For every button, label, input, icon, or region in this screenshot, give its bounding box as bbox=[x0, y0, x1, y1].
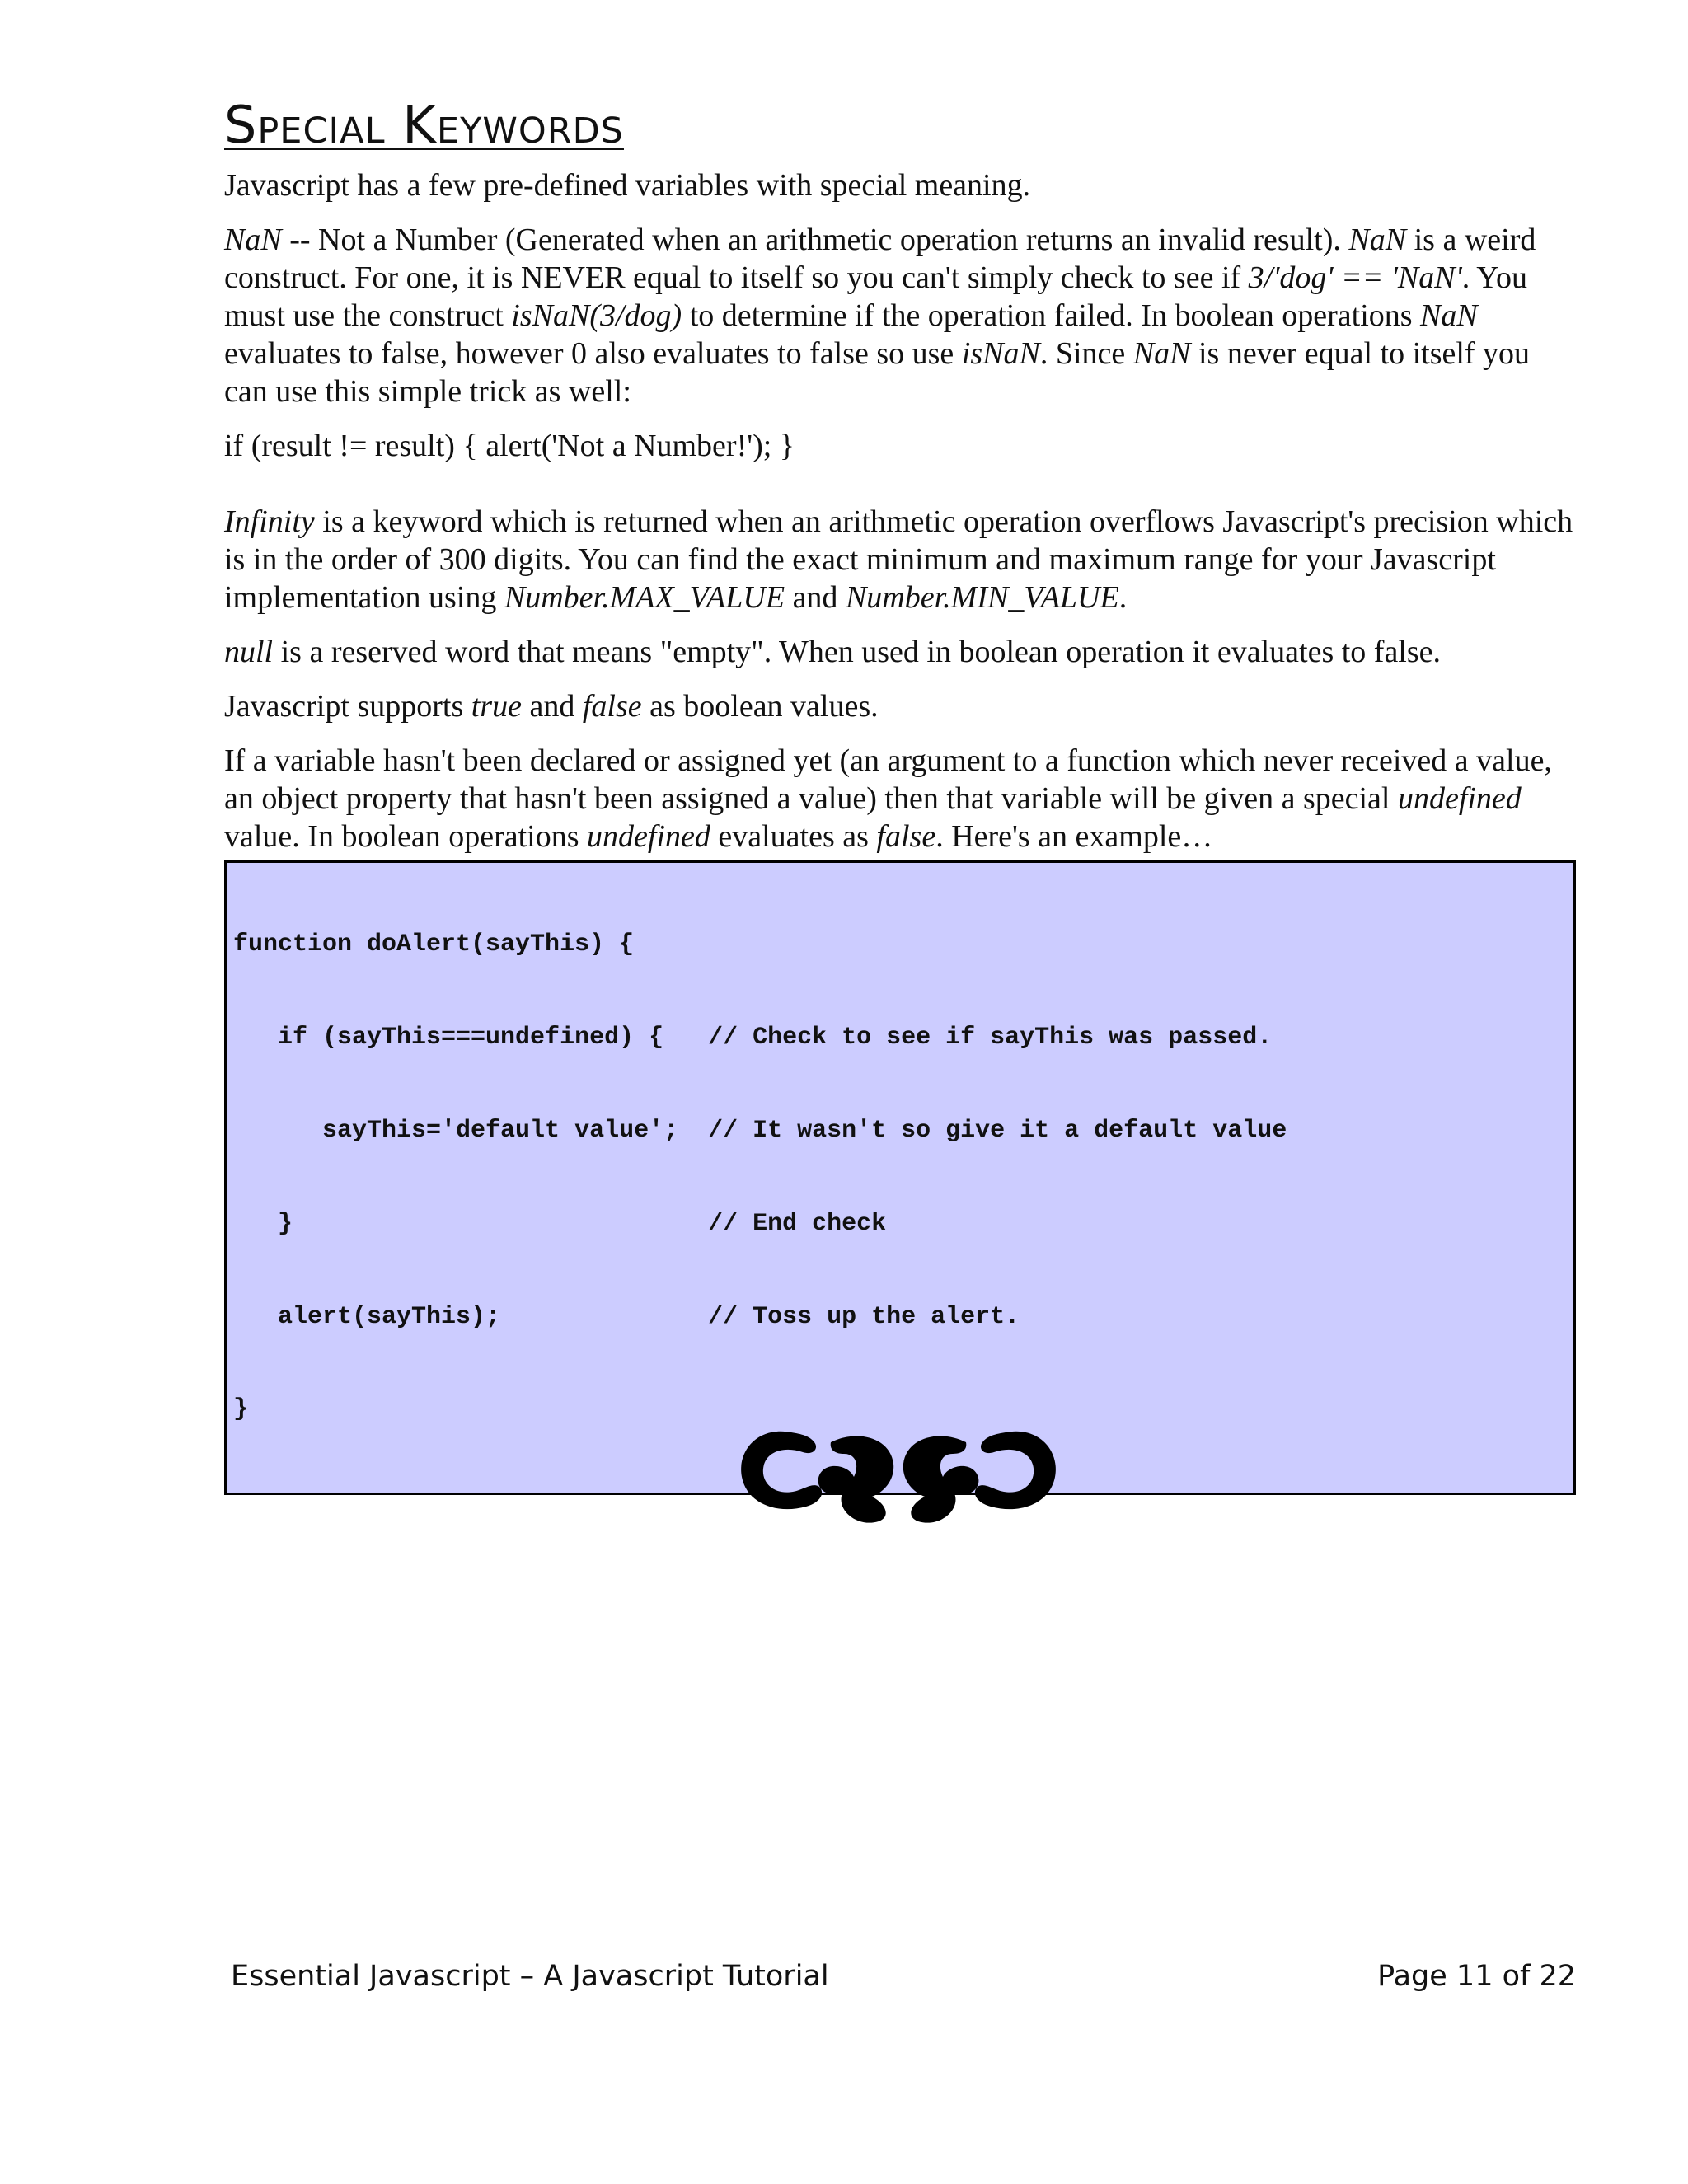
null-paragraph: null is a reserved word that means "empty". When used in boolean operation it evaluates to false. bbox=[224, 635, 1442, 670]
footer-title: Essential Javascript – A Javascript Tutorial bbox=[231, 1960, 829, 1993]
nan-paragraph: NaN -- Not a Number (Generated when an arithmetic operation returns an invalid result). NaN is a weird construct. For one, it is NEVER equal to itself so you can't simply check to see if 3/'dog' == 'NaN'. You must use the construct isNaN(3/dog) to determine if the operation failed. In boolean operations NaN evaluates to false, however 0 also evaluates to false so use isNaN. Since NaN is never equal to itself you can use this simple trick as well: bbox=[224, 223, 1536, 410]
infinity-paragraph: Infinity is a keyword which is returned when an arithmetic operation overflows Javascript's precision which is in the order of 300 digits. You can find the exact minimum and maximum range for your Javascript implementation using Number.MAX_VALUE and Number.MIN_VALUE. bbox=[224, 504, 1573, 616]
undefined-paragraph: If a variable hasn't been declared or assigned yet (an argument to a function which never received a value, an object property that hasn't been assigned a value) then that variable will be given a special undefined value. In boolean operations undefined evaluates as false. Here's an example… bbox=[224, 743, 1552, 855]
code-line: function doAlert(sayThis) { bbox=[233, 930, 635, 959]
document-page bbox=[224, 97, 1576, 1495]
code-example-block bbox=[224, 860, 1576, 1495]
code-line: } // End check bbox=[233, 1209, 887, 1238]
decorative-fleuron-icon bbox=[734, 1418, 1063, 1525]
footer-page-number: Page 11 of 22 bbox=[1377, 1960, 1576, 1993]
code-line: if (sayThis===undefined) { // Check to see if sayThis was passed. bbox=[233, 1024, 1273, 1052]
trick-paragraph: if (result != result) { alert('Not a Number!'); } bbox=[224, 429, 795, 464]
code-line: sayThis='default value'; // It wasn't so give it a default value bbox=[233, 1116, 1287, 1145]
boolean-paragraph: Javascript supports true and false as boolean values. bbox=[224, 689, 879, 724]
intro-paragraph: Javascript has a few pre-defined variables with special meaning. bbox=[224, 168, 1031, 204]
page-heading: Special Keywords bbox=[224, 95, 624, 155]
code-line: alert(sayThis); // Toss up the alert. bbox=[233, 1302, 1020, 1331]
code-line: } bbox=[233, 1395, 249, 1424]
